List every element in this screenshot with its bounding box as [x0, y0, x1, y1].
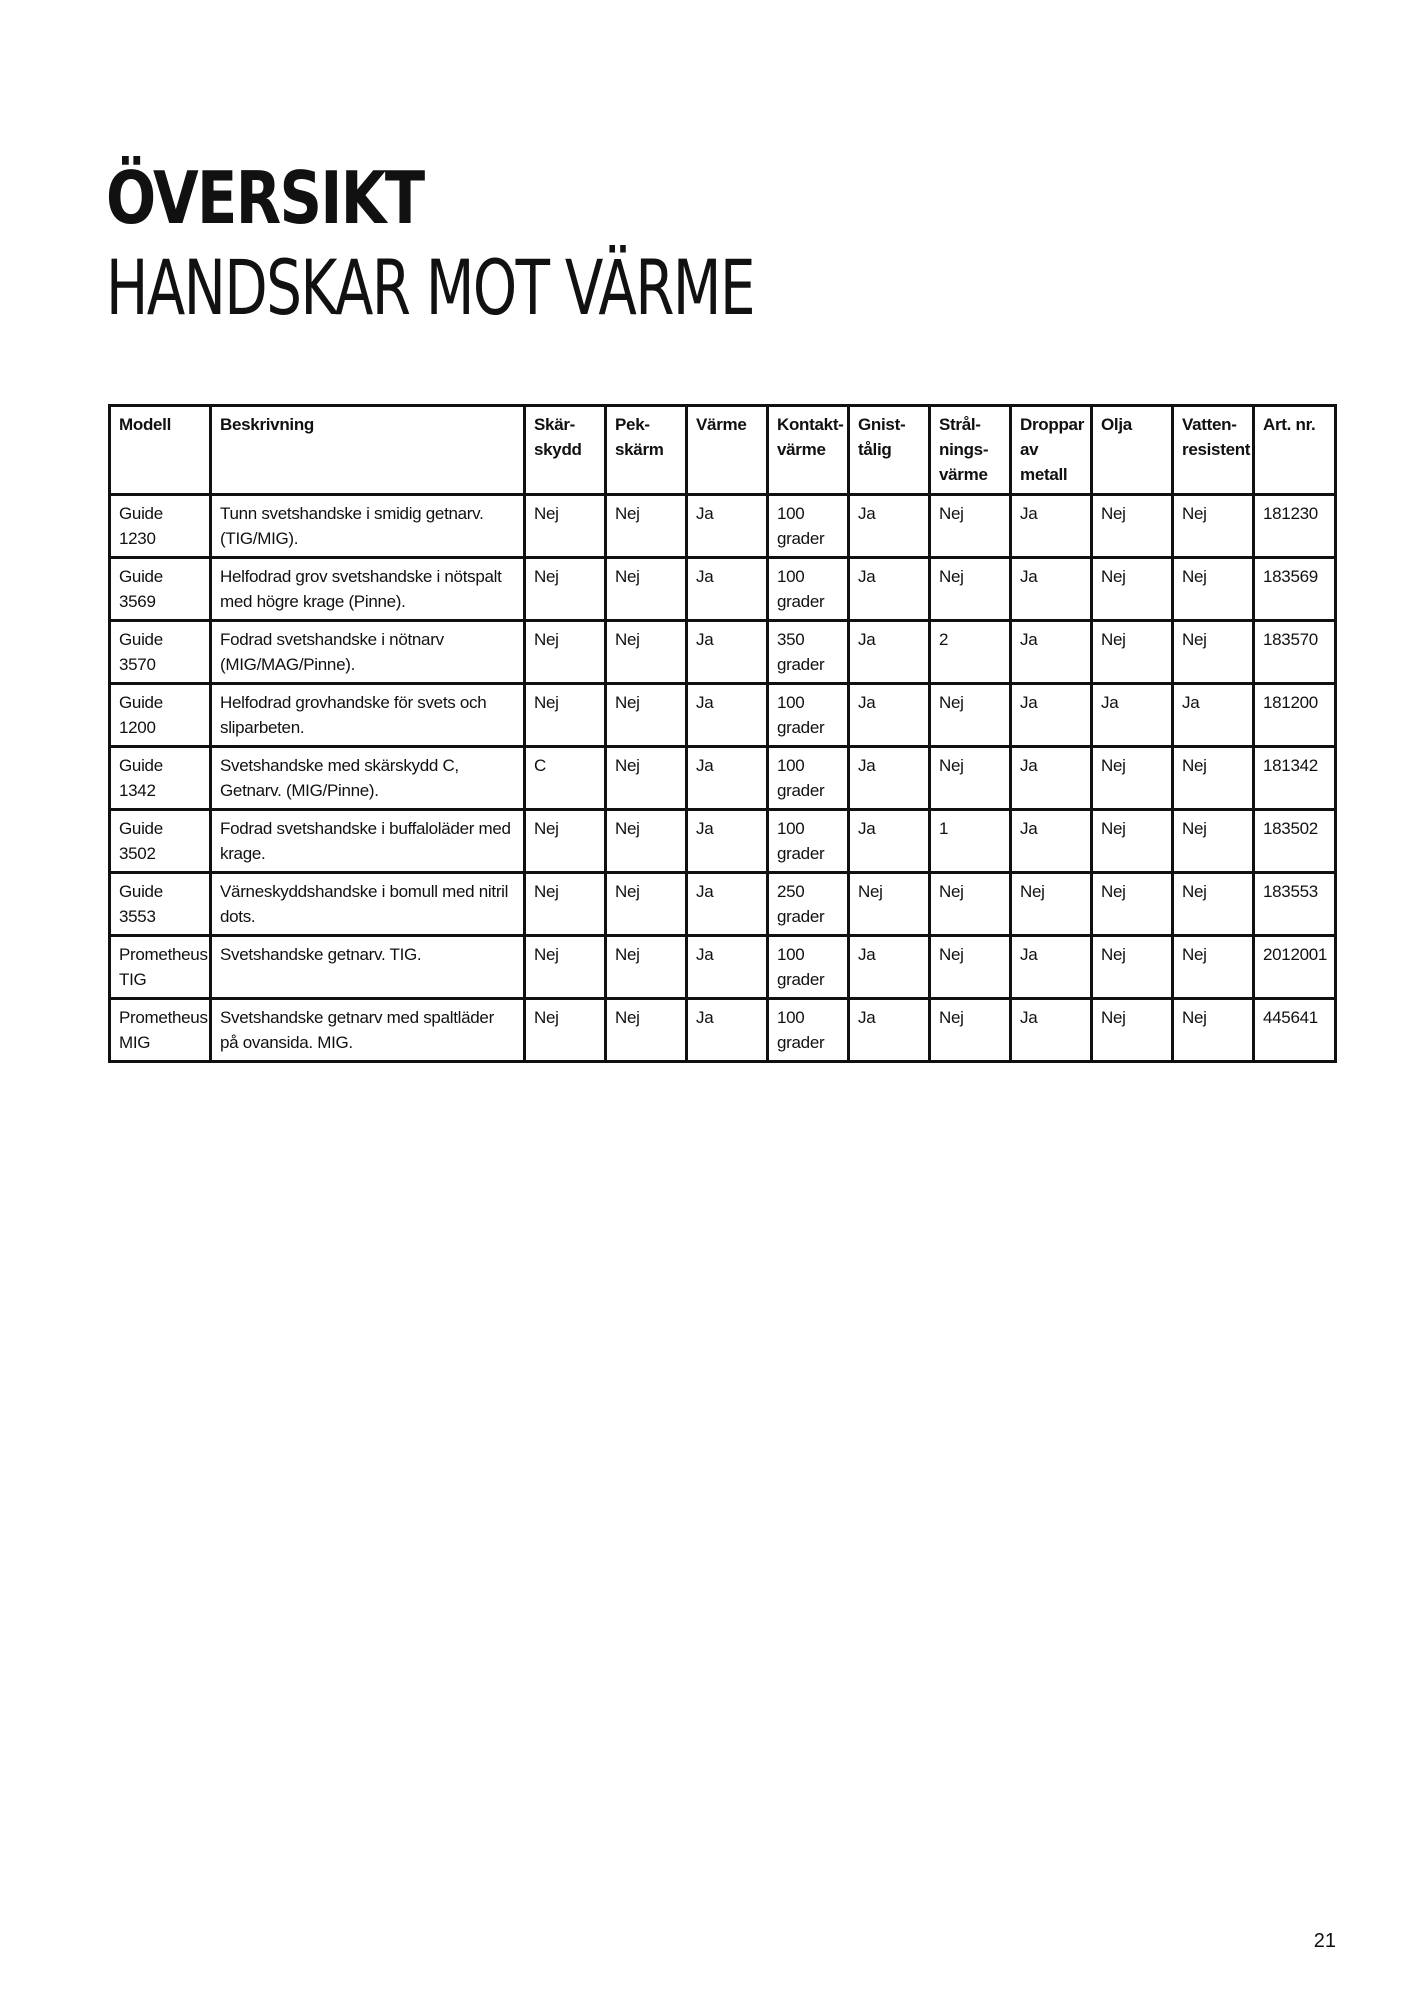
table-row	[110, 558, 1336, 621]
description-cell: Svetshandske med skärskydd C, Getnarv. (MIG/Pinne).	[211, 747, 525, 810]
table-cell: Nej	[525, 684, 606, 747]
model-cell: Guide 3553	[110, 873, 211, 936]
model-cell: Guide 3570	[110, 621, 211, 684]
table-cell: 100 grader	[768, 936, 849, 999]
description-cell: Värneskyddshandske i bomull med nitril dots.	[211, 873, 525, 936]
table-cell: Ja	[687, 558, 768, 621]
table-cell: Ja	[1011, 936, 1092, 999]
table-cell: Ja	[687, 621, 768, 684]
table-cell: Nej	[930, 558, 1011, 621]
table-cell: 100 grader	[768, 558, 849, 621]
table-cell: 183570	[1254, 621, 1336, 684]
table-cell: Ja	[687, 684, 768, 747]
table-cell: Ja	[1011, 621, 1092, 684]
table-cell: Nej	[1173, 495, 1254, 558]
table-cell: Ja	[1011, 684, 1092, 747]
table-cell: Nej	[1092, 999, 1173, 1062]
table-cell: Ja	[687, 810, 768, 873]
model-cell: Guide 3502	[110, 810, 211, 873]
column-header: Art. nr.	[1254, 406, 1336, 495]
table-cell: 100 grader	[768, 684, 849, 747]
description-cell: Fodrad svetshandske i nötnarv (MIG/MAG/Pinne).	[211, 621, 525, 684]
table-cell: 183569	[1254, 558, 1336, 621]
model-cell: Guide 1230	[110, 495, 211, 558]
table-cell: Ja	[849, 936, 930, 999]
description-cell: Svetshandske getnarv med spaltläder på ovansida. MIG.	[211, 999, 525, 1062]
column-header: Droppar av metall	[1011, 406, 1092, 495]
table-cell: 181230	[1254, 495, 1336, 558]
table-cell: Ja	[849, 747, 930, 810]
table-cell: Nej	[1092, 558, 1173, 621]
table-cell: Nej	[1092, 747, 1173, 810]
table-cell: 250 grader	[768, 873, 849, 936]
table-cell: 100 grader	[768, 495, 849, 558]
table-cell: Nej	[525, 558, 606, 621]
table-row	[110, 495, 1336, 558]
table-cell: 2012001	[1254, 936, 1336, 999]
table-cell: Nej	[606, 873, 687, 936]
table-cell: Nej	[930, 999, 1011, 1062]
table-cell: Nej	[930, 684, 1011, 747]
table-cell: Nej	[930, 495, 1011, 558]
description-cell: Helfodrad grov svetshandske i nötspalt med högre krage (Pinne).	[211, 558, 525, 621]
table-row	[110, 747, 1336, 810]
table-cell: Nej	[1092, 873, 1173, 936]
column-header: Beskrivning	[211, 406, 525, 495]
table-cell: 181200	[1254, 684, 1336, 747]
table-row	[110, 684, 1336, 747]
table-cell: Nej	[1173, 810, 1254, 873]
table-cell: Nej	[606, 621, 687, 684]
model-cell: Prometheus MIG	[110, 999, 211, 1062]
table-cell: Nej	[1092, 495, 1173, 558]
table-cell: 181342	[1254, 747, 1336, 810]
column-header: Vatten- resistent	[1173, 406, 1254, 495]
table-cell: Ja	[849, 684, 930, 747]
table-cell: Nej	[525, 810, 606, 873]
table-cell: 183502	[1254, 810, 1336, 873]
table-cell: Nej	[1173, 999, 1254, 1062]
page-title: ÖVERSIKT	[106, 156, 424, 240]
table-cell: Ja	[687, 999, 768, 1062]
column-header: Strål- nings- värme	[930, 406, 1011, 495]
table-cell: Ja	[849, 495, 930, 558]
model-cell: Prometheus TIG	[110, 936, 211, 999]
table-cell: Nej	[1173, 621, 1254, 684]
table-cell: 100 grader	[768, 999, 849, 1062]
table-cell: Nej	[1092, 810, 1173, 873]
table-cell: Ja	[849, 999, 930, 1062]
table-row	[110, 999, 1336, 1062]
table-cell: Nej	[1173, 558, 1254, 621]
table-cell: Nej	[930, 936, 1011, 999]
column-header: Skär- skydd	[525, 406, 606, 495]
column-header: Värme	[687, 406, 768, 495]
table-cell: Nej	[525, 495, 606, 558]
table-header-row	[110, 406, 1336, 495]
table-cell: 445641	[1254, 999, 1336, 1062]
table-cell: Nej	[849, 873, 930, 936]
table-cell: Nej	[606, 747, 687, 810]
table-cell: 350 grader	[768, 621, 849, 684]
table-row	[110, 873, 1336, 936]
table-cell: Nej	[525, 621, 606, 684]
table-cell: Ja	[687, 747, 768, 810]
model-cell: Guide 1200	[110, 684, 211, 747]
table-row	[110, 621, 1336, 684]
table-cell: Ja	[849, 810, 930, 873]
table-cell: Nej	[930, 873, 1011, 936]
table-cell: 2	[930, 621, 1011, 684]
table-cell: Nej	[606, 810, 687, 873]
description-cell: Svetshandske getnarv. TIG.	[211, 936, 525, 999]
page-number: 21	[1313, 1930, 1336, 1952]
table-cell: Ja	[687, 936, 768, 999]
table-cell: Ja	[1011, 810, 1092, 873]
description-cell: Tunn svetshandske i smidig getnarv. (TIG/MIG).	[211, 495, 525, 558]
table-cell: Ja	[1011, 747, 1092, 810]
page-subtitle: HANDSKAR MOT VÄRME	[106, 243, 755, 332]
table-cell: Nej	[1011, 873, 1092, 936]
description-cell: Helfodrad grovhandske för svets och sliparbeten.	[211, 684, 525, 747]
table-cell: Nej	[1173, 747, 1254, 810]
gloves-overview-table	[108, 404, 1337, 1063]
table-cell: C	[525, 747, 606, 810]
table-cell: Nej	[606, 999, 687, 1062]
description-cell: Fodrad svetshandske i buffaloläder med krage.	[211, 810, 525, 873]
column-header: Modell	[110, 406, 211, 495]
table-cell: Ja	[1011, 999, 1092, 1062]
table-cell: Ja	[1011, 558, 1092, 621]
table-cell: Ja	[687, 495, 768, 558]
table-cell: 183553	[1254, 873, 1336, 936]
table-cell: Nej	[525, 936, 606, 999]
table-cell: Ja	[849, 621, 930, 684]
table-cell: Nej	[1092, 621, 1173, 684]
table-cell: Ja	[1173, 684, 1254, 747]
table-cell: Ja	[1011, 495, 1092, 558]
table-cell: Nej	[930, 747, 1011, 810]
column-header: Gnist- tålig	[849, 406, 930, 495]
table-row	[110, 810, 1336, 873]
table-cell: Nej	[1173, 936, 1254, 999]
table-body	[110, 495, 1336, 1062]
table-cell: Nej	[606, 936, 687, 999]
table-cell: Ja	[849, 558, 930, 621]
table-cell: Nej	[1173, 873, 1254, 936]
table-cell: Nej	[606, 558, 687, 621]
column-header: Kontakt- värme	[768, 406, 849, 495]
table-cell: 1	[930, 810, 1011, 873]
model-cell: Guide 3569	[110, 558, 211, 621]
table-cell: Nej	[525, 999, 606, 1062]
column-header: Olja	[1092, 406, 1173, 495]
table-cell: 100 grader	[768, 747, 849, 810]
table-cell: Ja	[1092, 684, 1173, 747]
table-cell: Nej	[606, 684, 687, 747]
column-header: Pek- skärm	[606, 406, 687, 495]
table-cell: 100 grader	[768, 810, 849, 873]
table-cell: Nej	[525, 873, 606, 936]
table-cell: Nej	[606, 495, 687, 558]
model-cell: Guide 1342	[110, 747, 211, 810]
table-cell: Ja	[687, 873, 768, 936]
table-cell: Nej	[1092, 936, 1173, 999]
table-row	[110, 936, 1336, 999]
